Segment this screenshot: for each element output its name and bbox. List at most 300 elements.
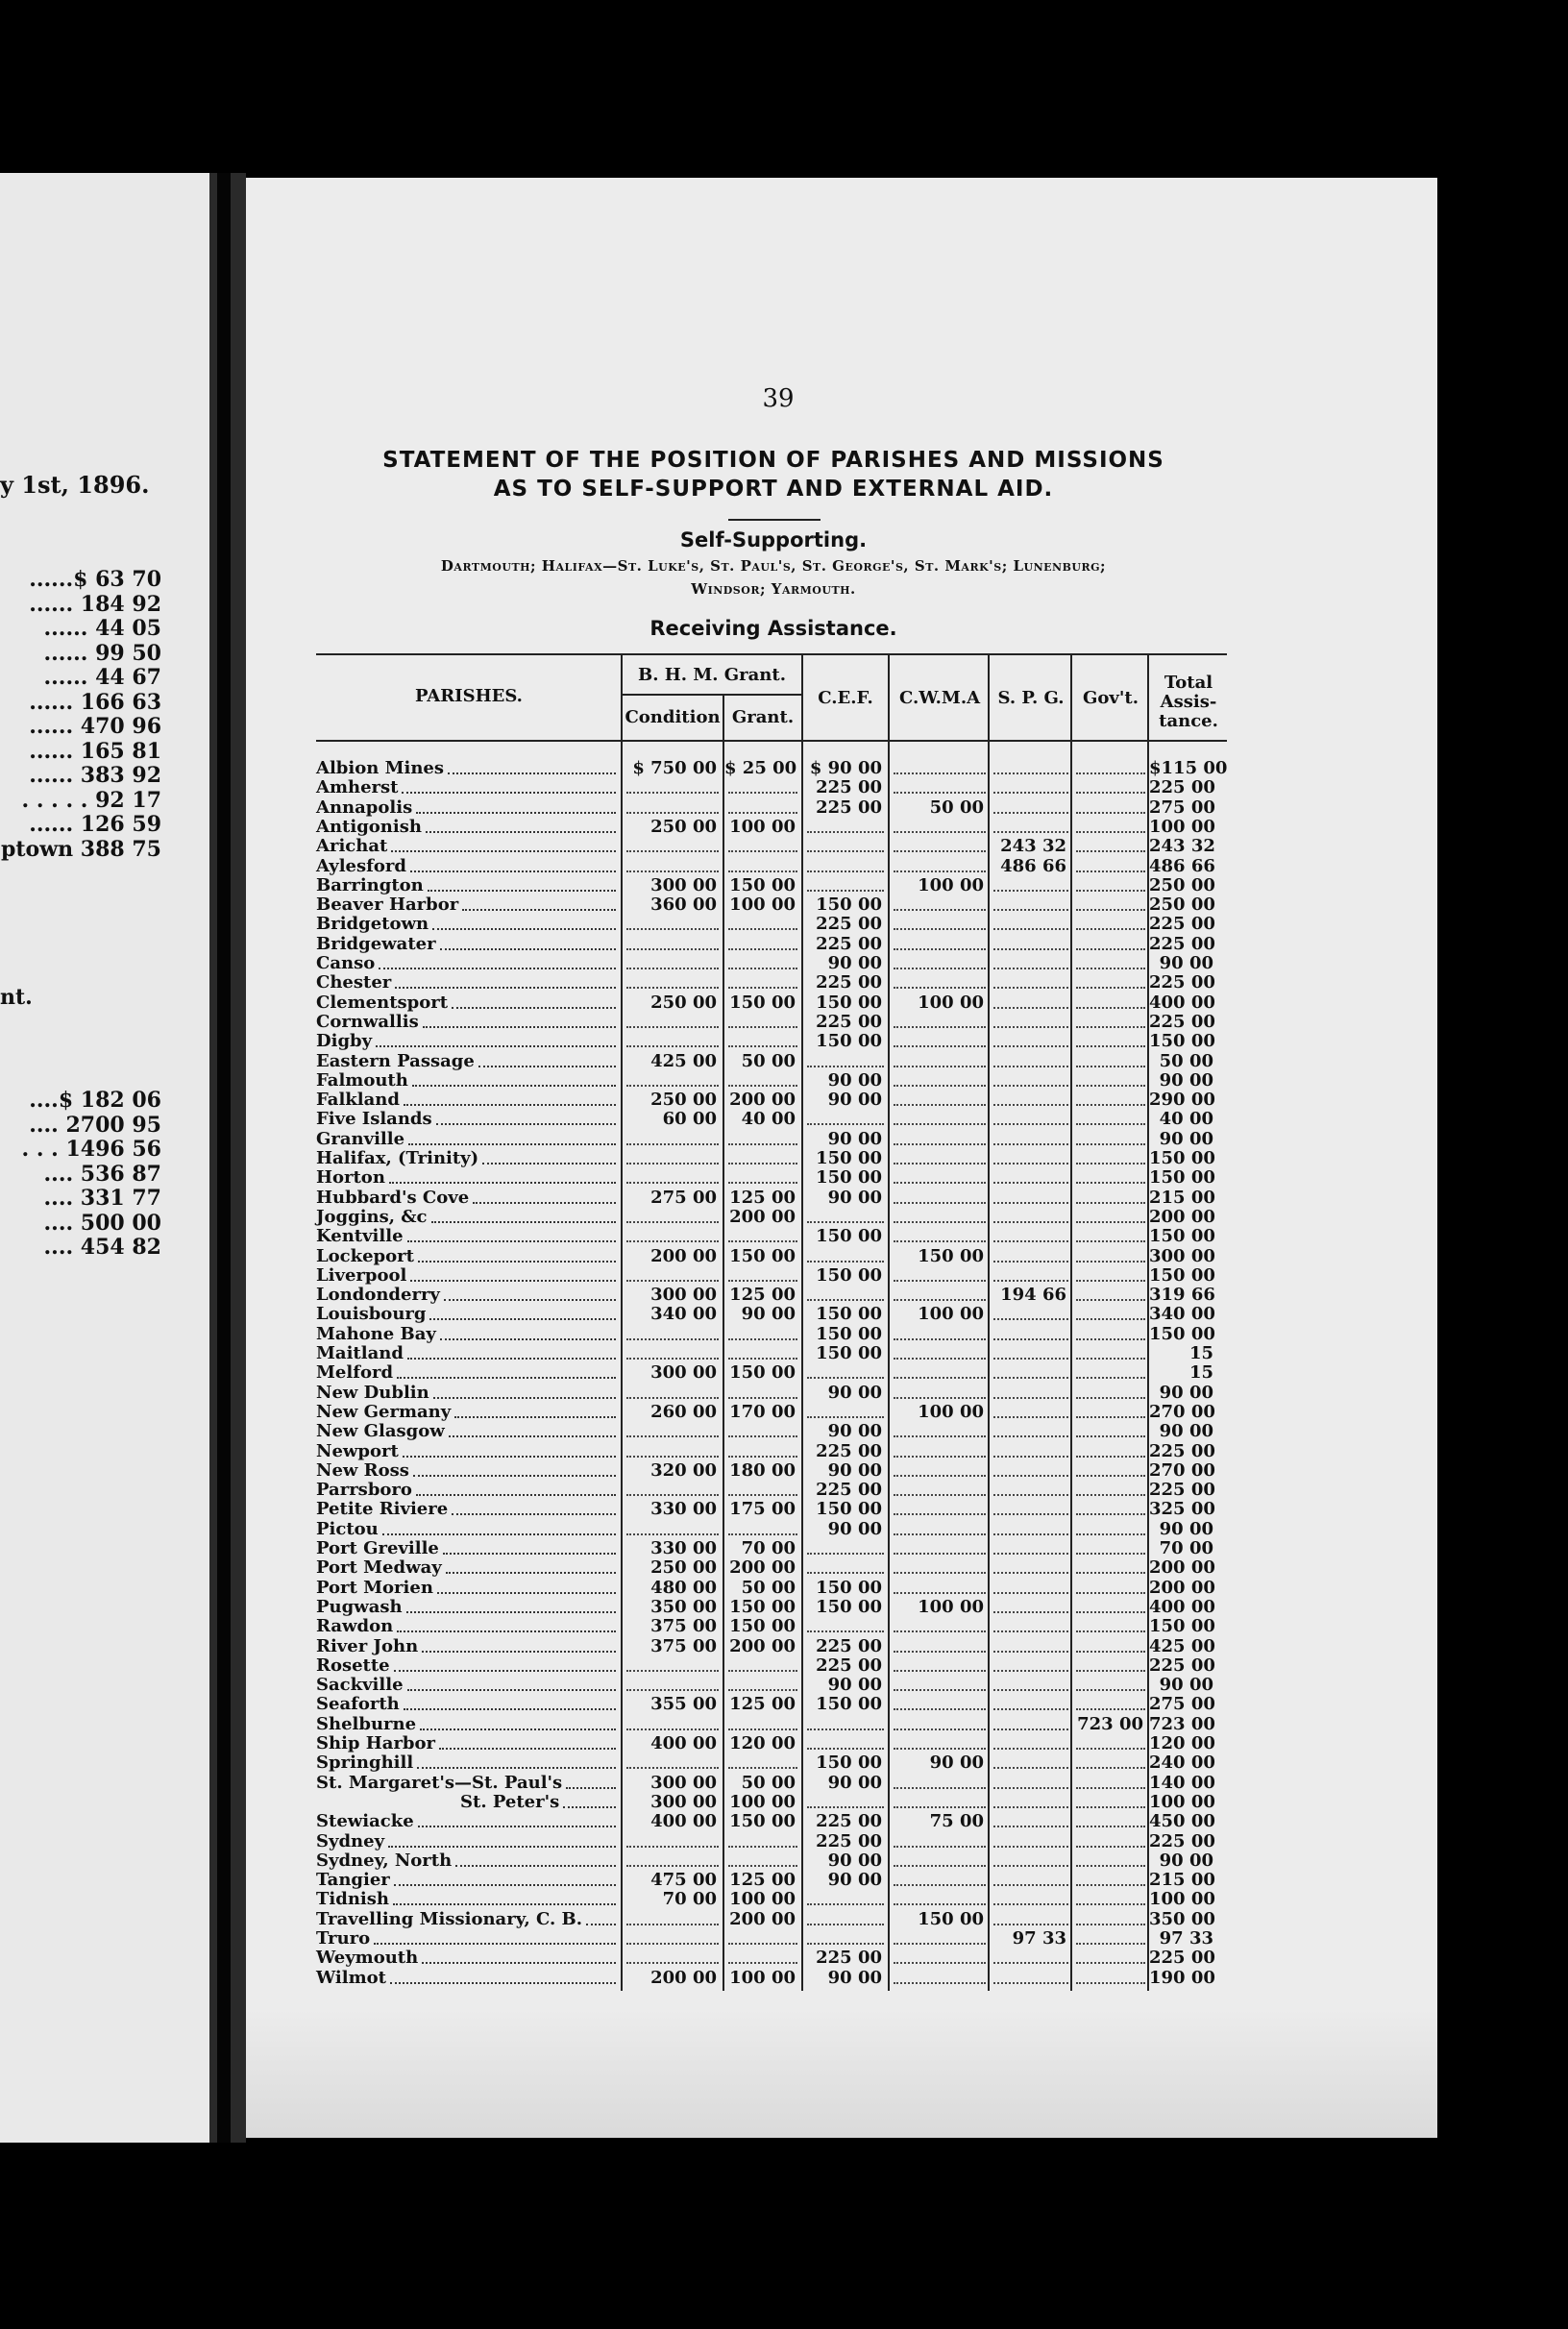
cell-parish-name: Mahone Bay <box>316 1323 436 1344</box>
cell-cwma <box>894 1890 986 1905</box>
cell-parish-name: Sydney, North <box>316 1850 453 1871</box>
header-total-3: tance. <box>1159 711 1218 731</box>
cell-cef: 150 00 <box>816 1031 882 1052</box>
cell-grant <box>728 1753 797 1769</box>
cell-cwma <box>894 1949 986 1964</box>
cell-cef <box>807 1247 884 1263</box>
cell-condition: 340 00 <box>650 1304 717 1325</box>
leader-dots <box>395 987 616 989</box>
cell-condition <box>626 1013 719 1028</box>
cell-cef: 90 00 <box>827 1967 882 1988</box>
cell-grant: 150 00 <box>729 874 796 895</box>
leader-dots <box>376 1045 616 1047</box>
cell-condition <box>626 973 719 989</box>
cell-spg <box>993 1110 1068 1125</box>
cell-parish-name: Annapolis <box>316 797 413 818</box>
cell-spg <box>993 1266 1068 1282</box>
cell-condition <box>626 1832 719 1848</box>
cell-parish-name: Five Islands <box>316 1109 432 1130</box>
cell-govt <box>1076 1481 1145 1496</box>
cell-cef: 90 00 <box>827 1870 882 1891</box>
cell-parish-name: Halifax, (Trinity) <box>316 1148 479 1168</box>
cell-condition: 400 00 <box>650 1811 717 1832</box>
cell-parish-name: Hubbard's Cove <box>316 1187 470 1208</box>
cell-govt <box>1076 973 1145 989</box>
table-row <box>316 857 1219 876</box>
cell-spg <box>993 1052 1068 1067</box>
cell-cef: 225 00 <box>816 1948 882 1969</box>
cell-cef: 225 00 <box>816 1440 882 1461</box>
cell-cef: 90 00 <box>827 1421 882 1442</box>
cell-govt <box>1076 1013 1145 1028</box>
cell-parish-name: Petite Riviere <box>316 1499 449 1520</box>
cell-condition <box>626 1071 719 1087</box>
cell-total: 150 00 <box>1149 1148 1215 1168</box>
leader-dots <box>413 1475 616 1477</box>
header-condition: Condition <box>625 707 721 727</box>
cell-condition <box>626 1442 719 1458</box>
leader-dots <box>410 1280 616 1282</box>
table-row <box>316 935 1219 954</box>
cell-cwma <box>894 1520 986 1535</box>
table-row <box>316 1266 1219 1286</box>
cell-grant <box>728 915 797 930</box>
leader-dots <box>428 890 616 892</box>
table-row <box>316 818 1219 837</box>
cell-condition: 320 00 <box>650 1459 717 1481</box>
cell-condition: 475 00 <box>650 1870 717 1891</box>
cell-total: 150 00 <box>1149 1616 1215 1637</box>
table-row <box>316 1363 1219 1383</box>
title-line-1: STATEMENT OF THE POSITION OF PARISHES AND MISSIONS <box>382 448 1164 473</box>
self-supporting-line-1: Dartmouth; Halifax—St. Luke's, St. Paul's, St. George's, St. Mark's; Lunenburg; <box>440 557 1107 575</box>
cell-condition: 250 00 <box>650 992 717 1013</box>
cell-total: 200 00 <box>1149 1557 1215 1579</box>
cell-cwma: 100 00 <box>918 874 984 895</box>
cell-cwma: 150 00 <box>918 1245 984 1266</box>
cell-spg <box>993 1208 1068 1223</box>
cell-cwma <box>894 1052 986 1067</box>
cell-grant <box>728 1149 797 1164</box>
left-page-amount: ...... 383 92 <box>29 763 161 788</box>
table-row <box>316 1871 1219 1890</box>
cell-condition <box>626 1384 719 1399</box>
leader-dots <box>452 1007 616 1009</box>
cell-govt: 723 00 <box>1077 1713 1143 1734</box>
cell-grant <box>728 1384 797 1399</box>
page-gutter-shadow <box>217 173 231 2143</box>
cell-total: 215 00 <box>1149 1870 1215 1891</box>
leader-dots <box>391 850 616 852</box>
cell-grant: 50 00 <box>741 1050 796 1071</box>
cell-cwma: 75 00 <box>929 1811 984 1832</box>
header-grant: Grant. <box>731 707 795 727</box>
table-row <box>316 1052 1219 1071</box>
leader-dots <box>426 831 616 833</box>
cell-grant: 150 00 <box>729 1811 796 1832</box>
leader-dots <box>408 1143 616 1145</box>
leader-dots <box>563 1806 616 1808</box>
cell-condition <box>626 1656 719 1672</box>
header-cwma: C.W.M.A <box>898 688 981 708</box>
leader-dots <box>397 1377 616 1379</box>
cell-govt <box>1076 1091 1145 1106</box>
cell-spg: 97 33 <box>1012 1928 1066 1949</box>
cell-total: 400 00 <box>1149 1596 1215 1617</box>
cell-govt <box>1076 1910 1145 1925</box>
cell-govt <box>1076 1247 1145 1263</box>
cell-parish-name: Port Greville <box>316 1538 439 1558</box>
table-row <box>316 1539 1219 1558</box>
cell-parish-name: Port Medway <box>316 1557 442 1579</box>
leader-dots <box>394 1670 616 1672</box>
cell-cef <box>807 1617 884 1632</box>
cell-condition <box>626 1929 719 1945</box>
cell-spg <box>993 1071 1068 1087</box>
leader-dots <box>382 1533 616 1535</box>
cell-total: 240 00 <box>1149 1753 1215 1774</box>
cell-cwma <box>894 1734 986 1750</box>
cell-parish-name: Joggins, &c <box>316 1206 428 1227</box>
table-row <box>316 1422 1219 1441</box>
table-row <box>316 1149 1219 1168</box>
cell-grant: 125 00 <box>729 1870 796 1891</box>
cell-parish-name: Beaver Harbor <box>316 895 459 916</box>
page-number: 39 <box>762 384 795 413</box>
leader-dots <box>407 1689 616 1691</box>
cell-govt <box>1076 1617 1145 1632</box>
cell-govt <box>1076 1384 1145 1399</box>
cell-grant: 150 00 <box>729 992 796 1013</box>
cell-grant <box>728 857 797 872</box>
cell-grant: 175 00 <box>729 1499 796 1520</box>
cell-govt <box>1076 1812 1145 1827</box>
cell-condition <box>626 954 719 969</box>
cell-condition <box>626 1715 719 1730</box>
cell-total: 723 00 <box>1149 1713 1215 1734</box>
cell-condition <box>626 1266 719 1282</box>
cell-spg: 194 66 <box>1000 1285 1066 1306</box>
cell-total: 225 00 <box>1149 1480 1215 1501</box>
cell-cef: 225 00 <box>816 914 882 935</box>
cell-parish-name: Eastern Passage <box>316 1050 475 1071</box>
cell-parish-name: Granville <box>316 1128 405 1149</box>
leader-dots <box>418 1261 616 1263</box>
cell-govt <box>1076 1949 1145 1964</box>
cell-condition: 300 00 <box>650 1772 717 1793</box>
table-row <box>316 1227 1219 1246</box>
cell-cef <box>807 1363 884 1379</box>
cell-spg <box>993 1149 1068 1164</box>
table-row <box>316 1715 1219 1734</box>
cell-condition: 60 00 <box>662 1109 717 1130</box>
left-page <box>0 173 209 2143</box>
leader-dots <box>439 1748 616 1750</box>
cell-condition <box>626 778 719 794</box>
cell-parish-name: Lockeport <box>316 1245 414 1266</box>
cell-cwma <box>894 1793 986 1808</box>
left-page-amount: ...... 166 63 <box>29 689 161 715</box>
cell-condition: 250 00 <box>650 1090 717 1111</box>
cell-grant: 200 00 <box>729 1206 796 1227</box>
table-row <box>316 1734 1219 1753</box>
cell-condition <box>626 1676 719 1691</box>
cell-govt <box>1076 1656 1145 1672</box>
cell-parish-name: Pictou <box>316 1518 379 1539</box>
page-bottom-shade <box>246 2008 1437 2138</box>
cell-govt <box>1076 1032 1145 1047</box>
cell-grant <box>728 1851 797 1867</box>
self-supporting-heading: Self-Supporting. <box>679 528 868 552</box>
leader-dots <box>432 928 616 930</box>
cell-grant <box>728 1344 797 1360</box>
cell-spg <box>993 1481 1068 1496</box>
cell-total: 270 00 <box>1149 1459 1215 1481</box>
cell-grant <box>728 1832 797 1848</box>
cell-parish-name: New Dublin <box>316 1382 429 1403</box>
cell-spg <box>993 1461 1068 1477</box>
cell-spg <box>993 1676 1068 1691</box>
leader-dots <box>412 1085 616 1087</box>
leader-dots <box>422 1962 616 1964</box>
cell-condition <box>626 1227 719 1242</box>
cell-govt <box>1076 1149 1145 1164</box>
cell-spg <box>993 1812 1068 1827</box>
cell-cwma <box>894 1656 986 1672</box>
cell-condition: 330 00 <box>650 1499 717 1520</box>
cell-condition: 300 00 <box>650 874 717 895</box>
cell-cwma <box>894 1539 986 1555</box>
table-row <box>316 1286 1219 1305</box>
cell-total: 340 00 <box>1149 1304 1215 1325</box>
table-row <box>316 1247 1219 1266</box>
cell-total: 120 00 <box>1149 1733 1215 1753</box>
cell-grant <box>728 1715 797 1730</box>
cell-parish-name: Antigonish <box>316 816 422 837</box>
cell-parish-name: Wilmot <box>316 1967 386 1988</box>
cell-total: 90 00 <box>1159 1128 1213 1149</box>
cell-cef: 225 00 <box>816 1811 882 1832</box>
cell-cwma: 50 00 <box>929 797 984 818</box>
cell-cef: 225 00 <box>816 933 882 954</box>
leader-dots <box>473 1202 616 1204</box>
cell-parish-name: Sackville <box>316 1675 404 1696</box>
leader-dots <box>423 1026 616 1028</box>
cell-condition <box>626 1910 719 1925</box>
table-row <box>316 1520 1219 1539</box>
cell-cwma <box>894 1832 986 1848</box>
cell-total: 486 66 <box>1149 855 1215 876</box>
cell-cef: 90 00 <box>827 1382 882 1403</box>
title-rule <box>728 519 821 521</box>
cell-cwma: 150 00 <box>918 1908 984 1929</box>
cell-spg <box>993 1091 1068 1106</box>
cell-condition <box>626 1168 719 1184</box>
table-row <box>316 1110 1219 1129</box>
cell-parish-name: Liverpool <box>316 1264 407 1286</box>
cell-cwma <box>894 818 986 833</box>
cell-grant <box>728 1676 797 1691</box>
cell-govt <box>1076 1305 1145 1320</box>
cell-cef: 90 00 <box>827 1772 882 1793</box>
cell-grant <box>728 1130 797 1145</box>
cell-govt <box>1076 1325 1145 1340</box>
cell-condition <box>626 1325 719 1340</box>
cell-total: 90 00 <box>1159 1421 1213 1442</box>
cell-spg <box>993 876 1068 892</box>
cell-parish-name: Rawdon <box>316 1616 394 1637</box>
cell-cwma <box>894 1091 986 1106</box>
cell-parish-name: Maitland <box>316 1343 404 1363</box>
cell-total: 225 00 <box>1149 1830 1215 1851</box>
cell-cef <box>807 818 884 833</box>
cell-cwma <box>894 778 986 794</box>
cell-spg <box>993 1851 1068 1867</box>
cell-grant: 100 00 <box>729 895 796 916</box>
cell-govt <box>1076 1929 1145 1945</box>
cell-total: 400 00 <box>1149 992 1215 1013</box>
cell-parish-name: Weymouth <box>316 1948 419 1969</box>
cell-govt <box>1076 1890 1145 1905</box>
cell-spg <box>993 1949 1068 1964</box>
cell-cef <box>807 1208 884 1223</box>
table-row <box>316 1793 1219 1812</box>
cell-grant: 50 00 <box>741 1577 796 1598</box>
cell-grant: 200 00 <box>729 1908 796 1929</box>
cell-cwma <box>894 759 986 774</box>
table-row <box>316 895 1219 915</box>
cell-condition: 70 00 <box>662 1889 717 1910</box>
cell-spg <box>993 1363 1068 1379</box>
cell-parish-name: Tangier <box>316 1870 390 1891</box>
cell-total: 225 00 <box>1149 933 1215 954</box>
cell-total: 97 33 <box>1159 1928 1213 1949</box>
cell-parish-name: Newport <box>316 1440 399 1461</box>
leader-dots <box>462 909 616 911</box>
cell-spg <box>993 973 1068 989</box>
cell-spg <box>993 1715 1068 1730</box>
cell-total: 200 00 <box>1149 1206 1215 1227</box>
cell-govt <box>1076 1793 1145 1808</box>
cell-grant: 120 00 <box>729 1733 796 1753</box>
cell-condition <box>626 915 719 930</box>
cell-govt <box>1076 1286 1145 1301</box>
table-row <box>316 973 1219 993</box>
cell-grant <box>728 1266 797 1282</box>
leader-dots <box>431 1221 616 1223</box>
cell-parish-name: Truro <box>316 1928 371 1949</box>
cell-spg <box>993 1130 1068 1145</box>
leader-dots <box>394 1884 616 1886</box>
cell-govt <box>1076 1227 1145 1242</box>
cell-cef: 225 00 <box>816 1655 882 1676</box>
cell-govt <box>1076 1189 1145 1204</box>
cell-total: 225 00 <box>1149 1011 1215 1032</box>
cell-govt <box>1076 1695 1145 1710</box>
table-row <box>316 778 1219 797</box>
cell-grant <box>728 935 797 950</box>
cell-condition <box>626 837 719 852</box>
leader-dots <box>440 948 616 950</box>
left-page-amount: ptown 388 75 <box>0 836 161 862</box>
cell-spg <box>993 1422 1068 1437</box>
cell-cef <box>807 1734 884 1750</box>
leader-dots <box>416 1494 616 1496</box>
header-total-1: Total <box>1164 673 1213 693</box>
cell-spg <box>993 1793 1068 1808</box>
cell-condition <box>626 798 719 814</box>
table-row <box>316 1071 1219 1091</box>
cell-cwma <box>894 1481 986 1496</box>
cell-total: 250 00 <box>1149 895 1215 916</box>
leader-dots <box>403 1456 616 1458</box>
cell-condition <box>626 857 719 872</box>
cell-cwma: 90 00 <box>929 1753 984 1774</box>
cell-cef: 90 00 <box>827 1850 882 1871</box>
cell-cef: 150 00 <box>816 1694 882 1715</box>
left-page-label-b: nt. <box>0 985 33 1010</box>
cell-grant <box>728 1442 797 1458</box>
cell-cwma <box>894 895 986 911</box>
cell-grant <box>728 1929 797 1945</box>
cell-cef: 150 00 <box>816 1304 882 1325</box>
cell-spg <box>993 935 1068 950</box>
leader-dots <box>390 1982 616 1984</box>
cell-grant: 100 00 <box>729 816 796 837</box>
cell-cwma: 100 00 <box>918 992 984 1013</box>
cell-total: 319 66 <box>1149 1285 1215 1306</box>
leader-dots <box>448 772 616 774</box>
cell-cwma <box>894 1384 986 1399</box>
cell-parish-name: Falkland <box>316 1090 400 1111</box>
leader-dots <box>449 1435 616 1437</box>
cell-total: 225 00 <box>1149 1948 1215 1969</box>
table-row <box>316 1558 1219 1578</box>
header-parishes: PARISHES. <box>415 686 523 706</box>
cell-govt <box>1076 818 1145 833</box>
cell-parish-name: Pugwash <box>316 1596 403 1617</box>
cell-cwma <box>894 1871 986 1886</box>
cell-cwma <box>894 1695 986 1710</box>
cell-total: 150 00 <box>1149 1226 1215 1247</box>
cell-condition: 250 00 <box>650 1557 717 1579</box>
cell-govt <box>1076 1266 1145 1282</box>
cell-spg <box>993 1617 1068 1632</box>
cell-govt <box>1076 759 1145 774</box>
cell-total: 150 00 <box>1149 1323 1215 1344</box>
cell-total: 425 00 <box>1149 1635 1215 1656</box>
cell-spg <box>993 1695 1068 1710</box>
cell-condition: 260 00 <box>650 1401 717 1422</box>
header-cef: C.E.F. <box>818 688 873 708</box>
cell-condition: 350 00 <box>650 1596 717 1617</box>
table-row <box>316 1695 1219 1714</box>
cell-condition <box>626 1344 719 1360</box>
cell-condition: 200 00 <box>650 1245 717 1266</box>
receiving-heading: Receiving Assistance. <box>649 617 897 640</box>
table-row <box>316 1344 1219 1363</box>
cell-govt <box>1076 1071 1145 1087</box>
cell-govt <box>1076 1871 1145 1886</box>
cell-spg <box>993 1305 1068 1320</box>
cell-govt <box>1076 1461 1145 1477</box>
table-row <box>316 993 1219 1013</box>
cell-grant <box>728 1168 797 1184</box>
cell-total: 90 00 <box>1159 953 1213 973</box>
table-row <box>316 1637 1219 1656</box>
cell-cef: 150 00 <box>816 895 882 916</box>
left-page-amount: .... 2700 95 <box>29 1112 161 1138</box>
